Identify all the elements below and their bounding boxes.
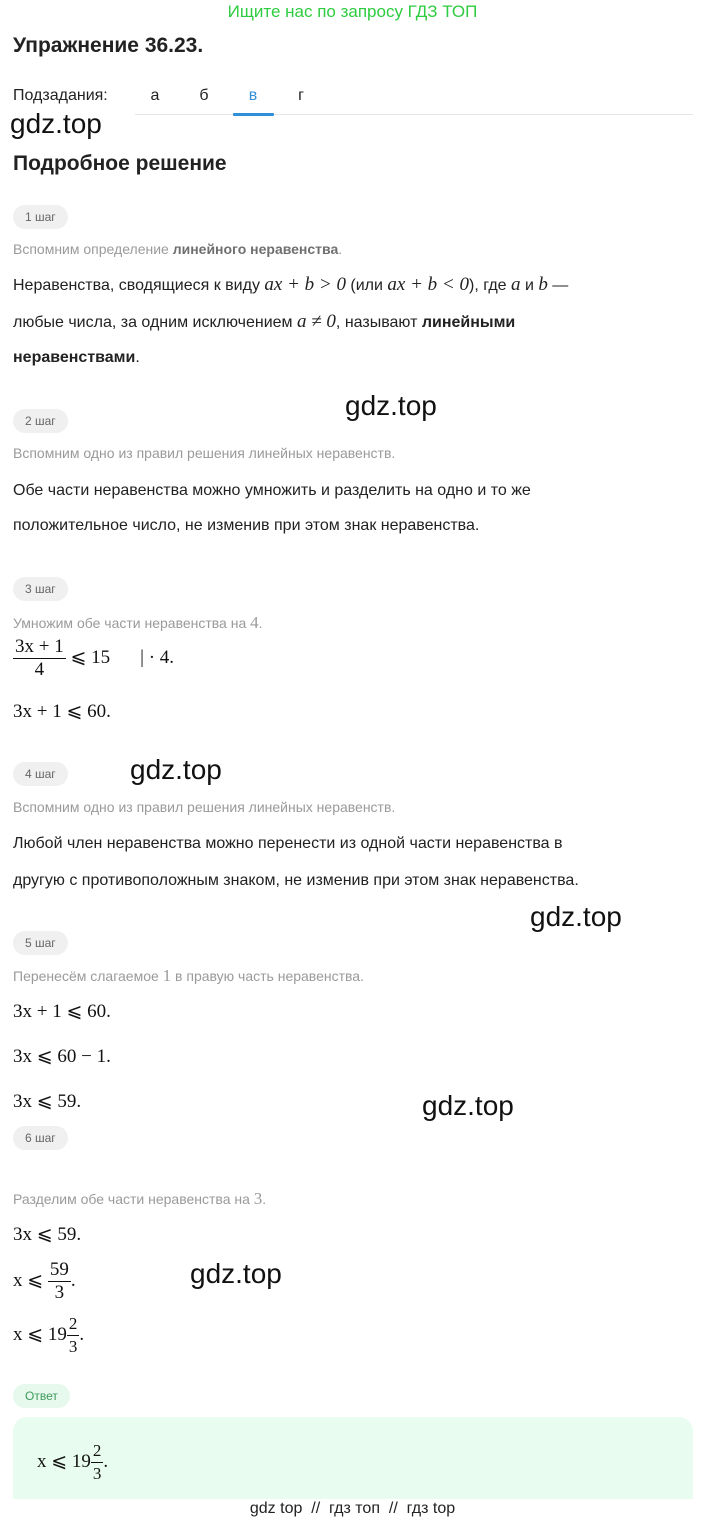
fraction-line: x ⩽ $\frac{59}{3}$ . (13, 1259, 76, 1303)
step-hint: Вспомним одно из правил решения линейных неравенств. (13, 445, 396, 461)
step-badge: 4 шаг (13, 762, 68, 786)
watermark: gdz.top (10, 108, 102, 139)
watermark: gdz.top (190, 1258, 282, 1289)
search-banner: Ищите нас по запросу ГДЗ ТОП (227, 2, 478, 21)
math-line: 3x ⩽ 59. (13, 1224, 82, 1245)
watermark: gdz.top (345, 390, 437, 421)
step-hint: Разделим обе части неравенства на 3. (13, 1189, 267, 1208)
step-text-line: неравенствами. (13, 349, 140, 366)
step-badge: 6 шаг (13, 1126, 68, 1150)
tab-a[interactable]: а (150, 87, 160, 104)
math-line: 3x + 1 ⩽ 60. (13, 701, 111, 722)
solution-heading: Подробное решение (13, 152, 227, 175)
step-badge: 1 шаг (13, 205, 68, 229)
fraction-line: x ⩽ 19 $\frac{2}{3}$ . (13, 1314, 85, 1356)
step-text-line: любые числа, за одним исключением a ≠ 0, называют линейными (13, 311, 516, 332)
step-text-line: Неравенства, сводящиеся к виду ax + b > 0 (или ax + b < 0), где a и b — (13, 274, 569, 295)
answer-box (13, 1417, 693, 1499)
step-badge: 3 шаг (13, 577, 68, 601)
answer-value: x ⩽ 19 $\frac{2}{3}$ . (37, 1441, 109, 1483)
active-tab-indicator (233, 113, 274, 116)
step-hint: Умножим обе части неравенства на 4. (13, 613, 263, 632)
math-line: 3x + 1 ⩽ 60. (13, 1001, 111, 1022)
step-text-line: Обе части неравенства можно умножить и разделить на одно и то же (13, 482, 531, 499)
step-text-line: другую с противоположным знаком, не изменив при этом знак неравенства. (13, 872, 579, 889)
math-line: 3x ⩽ 60 − 1. (13, 1046, 111, 1067)
page-title: Упражнение 36.23. (13, 34, 204, 57)
step-hint: Перенесём слагаемое 1 в правую часть неравенства. (13, 966, 364, 985)
math-line: 3x ⩽ 59. (13, 1091, 82, 1112)
tabs-divider (135, 114, 693, 115)
tab-b[interactable]: б (199, 87, 209, 104)
step-text-line: положительное число, не изменив при этом знак неравенства. (13, 517, 480, 534)
footer-links: gdz top // гдз топ // гдз top (249, 1500, 456, 1517)
step-badge: 2 шаг (13, 409, 68, 433)
subtasks-label: Подзадания: (13, 87, 108, 104)
watermark: gdz.top (530, 901, 622, 932)
fraction-inequality: $\frac{3x + 1}{4}$ ⩽ 15 | · 4. (15, 636, 175, 680)
answer-badge: Ответ (13, 1384, 70, 1408)
tab-g[interactable]: г (298, 87, 304, 104)
tab-v[interactable]: в (248, 87, 258, 104)
watermark: gdz.top (422, 1090, 514, 1121)
step-hint: Вспомним определение линейного неравенства. (13, 241, 343, 257)
step-text-line: Любой член неравенства можно перенести из одной части неравенства в (13, 835, 563, 852)
step-badge: 5 шаг (13, 931, 68, 955)
step-hint: Вспомним одно из правил решения линейных неравенств. (13, 799, 396, 815)
watermark: gdz.top (130, 754, 222, 785)
